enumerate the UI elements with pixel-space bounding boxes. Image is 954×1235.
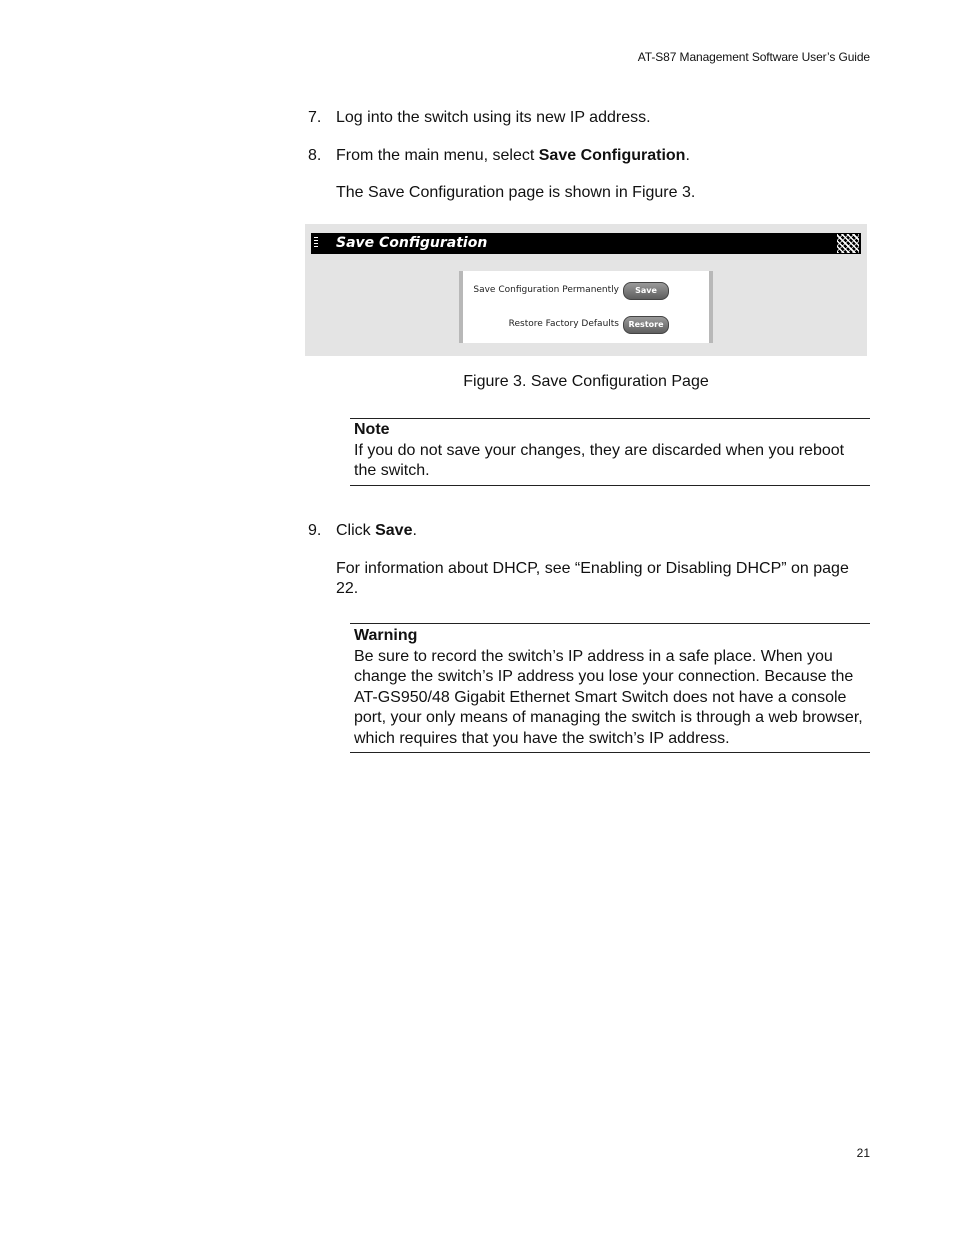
step-punct: . bbox=[412, 522, 417, 539]
step-text: Click bbox=[336, 522, 376, 539]
grip-dots-icon bbox=[314, 237, 318, 249]
note-title: Note bbox=[354, 421, 390, 438]
figure-row-save bbox=[463, 282, 709, 300]
step-number: 9. bbox=[308, 522, 322, 539]
step-number: 7. bbox=[308, 109, 322, 126]
figure-title-bar bbox=[311, 233, 861, 254]
step-8 bbox=[308, 146, 690, 166]
figure-row-label: Restore Factory Defaults bbox=[508, 319, 619, 329]
warning-title: Warning bbox=[354, 627, 418, 644]
figure-caption: Figure 3. Save Configuration Page bbox=[463, 373, 709, 390]
step-7 bbox=[308, 108, 651, 128]
step-bold-term: Save bbox=[375, 522, 413, 539]
figure-save-configuration bbox=[305, 224, 867, 356]
note-body: If you do not save your changes, they are discarded when you reboot the switch. bbox=[354, 441, 845, 479]
restore-button[interactable]: Restore bbox=[623, 316, 669, 334]
step-text: From the main menu, select bbox=[336, 147, 539, 164]
warning-body: Be sure to record the switch’s IP address in a safe place. When you change the switch’s IP address you lose your connection. Because the AT-GS950/48 Gigabit Ethernet Smart Switch does not have a console port, your only means of managing the switch is through a web browser, which requires that you have the switch’s IP address. bbox=[354, 647, 863, 747]
step-9 bbox=[308, 521, 417, 541]
page-number: 21 bbox=[856, 1146, 870, 1160]
warning-callout bbox=[350, 623, 870, 753]
step-punct: . bbox=[685, 147, 690, 164]
step-8-paragraph: The Save Configuration page is shown in Figure 3. bbox=[336, 184, 696, 201]
figure-row-label: Save Configuration Permanently bbox=[473, 285, 619, 295]
figure-title: Save Configuration bbox=[336, 235, 488, 251]
step-text: Log into the switch using its new IP address. bbox=[336, 109, 651, 126]
step-number: 8. bbox=[308, 147, 322, 164]
save-button[interactable]: Save bbox=[623, 282, 669, 300]
note-callout bbox=[350, 418, 870, 486]
figure-row-restore bbox=[463, 316, 709, 334]
logo-pattern-icon bbox=[837, 234, 859, 253]
figure-panel bbox=[459, 271, 713, 343]
step-9-paragraph: For information about DHCP, see “Enabling or Disabling DHCP” on page 22. bbox=[336, 560, 849, 597]
running-header: AT-S87 Management Software User’s Guide bbox=[637, 50, 870, 64]
step-bold-term: Save Configuration bbox=[538, 147, 686, 164]
